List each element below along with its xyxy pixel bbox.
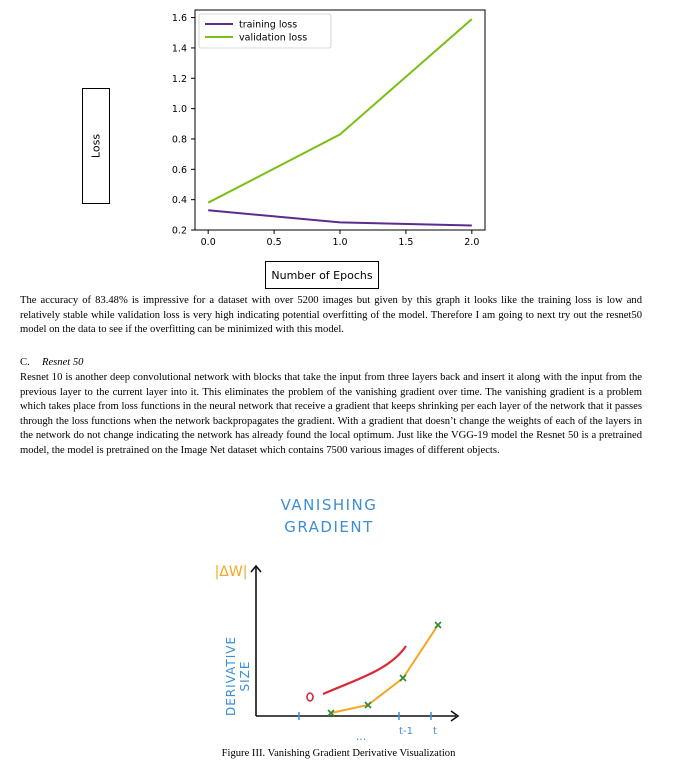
- figure-title-line1: VANISHING: [280, 496, 378, 514]
- figure-tick-t: t: [433, 726, 437, 737]
- y-tick-label: 0.4: [171, 195, 187, 207]
- figure-tick-t-minus-1: t-1: [399, 726, 413, 737]
- figure-red-curve: [323, 646, 406, 694]
- paragraph-overfitting: The accuracy of 83.48% is impressive for a dataset with over 5200 images but given by this graph it looks like the training loss is low and relatively stable while validation loss is very high indicating potential overfitting of the model. Therefore I am going to next try out the resnet50 model on the data to see if the overfitting can be minimized with this model.: [20, 295, 642, 336]
- x-axis-label-box: [265, 261, 379, 289]
- x-tick-label: 1.0: [332, 237, 348, 248]
- y-tick-label: 0.6: [171, 164, 187, 176]
- y-axis-label-box: [82, 88, 110, 204]
- section-title: Resnet 50: [42, 357, 84, 368]
- y-tick-label: 1.6: [171, 13, 187, 25]
- y-tick-label: 1.0: [171, 104, 187, 116]
- x-axis-label: Number of Epochs: [271, 268, 373, 282]
- y-tick-label: 0.8: [171, 134, 187, 146]
- figure-y-label-line2: SIZE: [238, 660, 252, 692]
- x-tick-label: 0.5: [266, 237, 282, 248]
- section-heading: [20, 356, 83, 371]
- series-line-training-loss: [208, 210, 472, 225]
- figure-caption: Figure III. Vanishing Gradient Derivative Visualization: [221, 748, 456, 759]
- y-tick-label: 0.2: [171, 225, 187, 237]
- y-axis-label: Loss: [89, 133, 103, 159]
- figure-tick-dots: ...: [355, 730, 367, 743]
- figure-y-symbol: |ΔW|: [214, 564, 248, 580]
- legend-label: training loss: [239, 19, 298, 31]
- figure-y-label-line1: DERIVATIVE: [224, 635, 238, 717]
- figure-title-line2: GRADIENT: [284, 518, 374, 536]
- x-tick-label: 0.0: [200, 237, 216, 248]
- paragraph-resnet: Resnet 10 is another deep convolutional network with blocks that take the input from three layers back and insert it along with the input from the previous layer to the current layer into it. This eliminates the problem of the vanishing gradient over time. The vanishing gradient is a problem which takes place from loss functions in the neural network that receive a gradient that keeps shrinking per each layer of the network that it passes through the loss functions when the network backpropagates the gradient. With a gradient that doesn’t change the weights of each of the layers in the network do not change indicating the network has already found the local optimum. Just like the VGG-19 model the Resnet 50 is a pretrained model, the model is pretrained on the Image Net dataset which contains 7500 various images of different objects.: [20, 372, 642, 456]
- figure-red-circle: [307, 693, 313, 701]
- x-tick-label: 2.0: [464, 237, 480, 248]
- y-tick-label: 1.4: [171, 43, 187, 55]
- figure-orange-line: [331, 625, 438, 713]
- x-tick-label: 1.5: [398, 237, 414, 248]
- figure-markers: [328, 622, 441, 716]
- legend-label: validation loss: [239, 32, 308, 44]
- section-number: C.: [20, 357, 30, 368]
- loss-chart: [0, 0, 677, 292]
- vanishing-gradient-figure: [195, 490, 485, 743]
- y-tick-label: 1.2: [171, 73, 187, 85]
